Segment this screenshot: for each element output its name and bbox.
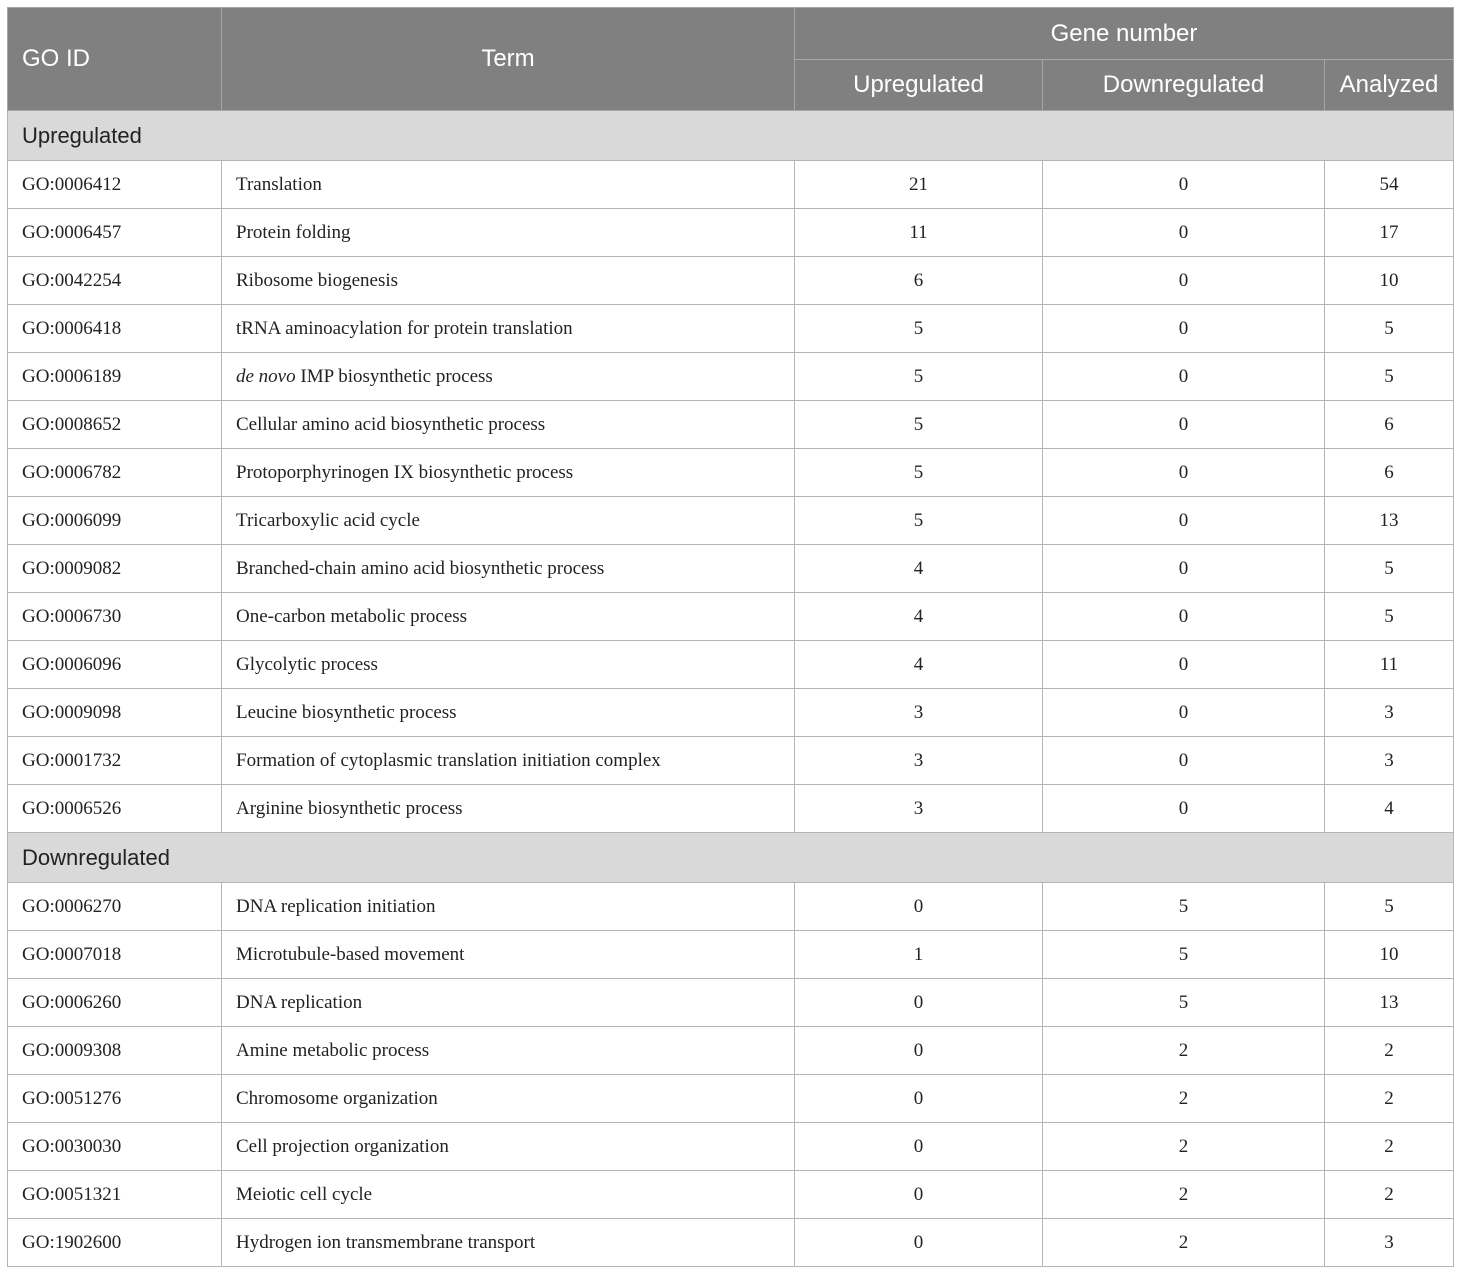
term-cell: Protein folding [222, 209, 795, 257]
header-term: Term [222, 8, 795, 111]
term-cell: DNA replication [222, 979, 795, 1027]
upregulated-count-cell: 4 [795, 641, 1043, 689]
term-cell: Protoporphyrinogen IX biosynthetic process [222, 449, 795, 497]
upregulated-count-cell: 0 [795, 1123, 1043, 1171]
table-row [8, 1075, 1454, 1123]
upregulated-count-cell: 0 [795, 1171, 1043, 1219]
upregulated-count-cell: 1 [795, 931, 1043, 979]
analyzed-count-cell: 2 [1325, 1123, 1454, 1171]
downregulated-count-cell: 0 [1043, 545, 1325, 593]
term-cell: DNA replication initiation [222, 883, 795, 931]
table-row [8, 497, 1454, 545]
table-row [8, 979, 1454, 1027]
table-row [8, 161, 1454, 209]
go-id-cell: GO:0006457 [8, 209, 222, 257]
go-id-cell: GO:0009082 [8, 545, 222, 593]
upregulated-count-cell: 0 [795, 979, 1043, 1027]
analyzed-count-cell: 5 [1325, 305, 1454, 353]
downregulated-count-cell: 5 [1043, 931, 1325, 979]
upregulated-count-cell: 5 [795, 401, 1043, 449]
section-label: Downregulated [8, 833, 1454, 883]
go-id-cell: GO:0051276 [8, 1075, 222, 1123]
go-id-cell: GO:0006730 [8, 593, 222, 641]
analyzed-count-cell: 5 [1325, 593, 1454, 641]
downregulated-count-cell: 0 [1043, 257, 1325, 305]
upregulated-count-cell: 0 [795, 883, 1043, 931]
section-label: Upregulated [8, 111, 1454, 161]
upregulated-count-cell: 5 [795, 353, 1043, 401]
term-text: IMP biosynthetic process [295, 365, 493, 387]
term-cell: Leucine biosynthetic process [222, 689, 795, 737]
downregulated-count-cell: 0 [1043, 689, 1325, 737]
downregulated-count-cell: 5 [1043, 883, 1325, 931]
header-go-id: GO ID [8, 8, 222, 111]
downregulated-count-cell: 0 [1043, 785, 1325, 833]
go-id-cell: GO:0030030 [8, 1123, 222, 1171]
analyzed-count-cell: 11 [1325, 641, 1454, 689]
table-row [8, 883, 1454, 931]
table-row [8, 545, 1454, 593]
section-row [8, 111, 1454, 161]
downregulated-count-cell: 5 [1043, 979, 1325, 1027]
go-id-cell: GO:0006526 [8, 785, 222, 833]
term-cell: Ribosome biogenesis [222, 257, 795, 305]
analyzed-count-cell: 10 [1325, 257, 1454, 305]
table-row [8, 209, 1454, 257]
term-cell: Branched-chain amino acid biosynthetic process [222, 545, 795, 593]
term-cell: Microtubule-based movement [222, 931, 795, 979]
downregulated-count-cell: 0 [1043, 161, 1325, 209]
term-cell: Cellular amino acid biosynthetic process [222, 401, 795, 449]
upregulated-count-cell: 3 [795, 737, 1043, 785]
upregulated-count-cell: 21 [795, 161, 1043, 209]
term-cell: Glycolytic process [222, 641, 795, 689]
analyzed-count-cell: 13 [1325, 497, 1454, 545]
downregulated-count-cell: 2 [1043, 1123, 1325, 1171]
analyzed-count-cell: 2 [1325, 1171, 1454, 1219]
term-cell: Cell projection organization [222, 1123, 795, 1171]
go-id-cell: GO:0042254 [8, 257, 222, 305]
go-enrichment-table [7, 7, 1454, 1267]
table-row [8, 353, 1454, 401]
go-id-cell: GO:0009098 [8, 689, 222, 737]
downregulated-count-cell: 0 [1043, 449, 1325, 497]
table-row [8, 257, 1454, 305]
downregulated-count-cell: 0 [1043, 737, 1325, 785]
go-id-cell: GO:0008652 [8, 401, 222, 449]
go-id-cell: GO:0051321 [8, 1171, 222, 1219]
analyzed-count-cell: 5 [1325, 883, 1454, 931]
upregulated-count-cell: 5 [795, 497, 1043, 545]
table-row [8, 641, 1454, 689]
go-id-cell: GO:0006782 [8, 449, 222, 497]
table-row [8, 931, 1454, 979]
analyzed-count-cell: 3 [1325, 1219, 1454, 1267]
upregulated-count-cell: 3 [795, 785, 1043, 833]
go-id-cell: GO:0006099 [8, 497, 222, 545]
analyzed-count-cell: 5 [1325, 545, 1454, 593]
upregulated-count-cell: 4 [795, 593, 1043, 641]
analyzed-count-cell: 3 [1325, 737, 1454, 785]
analyzed-count-cell: 2 [1325, 1075, 1454, 1123]
term-cell: Arginine biosynthetic process [222, 785, 795, 833]
analyzed-count-cell: 3 [1325, 689, 1454, 737]
table-row [8, 593, 1454, 641]
term-cell: Amine metabolic process [222, 1027, 795, 1075]
go-id-cell: GO:0006270 [8, 883, 222, 931]
go-id-cell: GO:0006412 [8, 161, 222, 209]
table-row [8, 449, 1454, 497]
upregulated-count-cell: 5 [795, 305, 1043, 353]
table-row [8, 1171, 1454, 1219]
analyzed-count-cell: 4 [1325, 785, 1454, 833]
table-row [8, 401, 1454, 449]
section-row [8, 833, 1454, 883]
downregulated-count-cell: 2 [1043, 1219, 1325, 1267]
term-cell [222, 353, 795, 401]
downregulated-count-cell: 2 [1043, 1075, 1325, 1123]
term-cell: Meiotic cell cycle [222, 1171, 795, 1219]
go-id-cell: GO:0006260 [8, 979, 222, 1027]
downregulated-count-cell: 0 [1043, 209, 1325, 257]
analyzed-count-cell: 17 [1325, 209, 1454, 257]
table-row [8, 305, 1454, 353]
term-cell: Formation of cytoplasmic translation initiation complex [222, 737, 795, 785]
analyzed-count-cell: 54 [1325, 161, 1454, 209]
header-upregulated: Upregulated [795, 60, 1043, 111]
term-italic: de novo [236, 365, 296, 387]
upregulated-count-cell: 3 [795, 689, 1043, 737]
term-cell: Tricarboxylic acid cycle [222, 497, 795, 545]
analyzed-count-cell: 5 [1325, 353, 1454, 401]
go-id-cell: GO:0001732 [8, 737, 222, 785]
header-gene-number: Gene number [795, 8, 1454, 60]
upregulated-count-cell: 0 [795, 1219, 1043, 1267]
analyzed-count-cell: 6 [1325, 449, 1454, 497]
upregulated-count-cell: 6 [795, 257, 1043, 305]
upregulated-count-cell: 0 [795, 1027, 1043, 1075]
downregulated-count-cell: 0 [1043, 593, 1325, 641]
downregulated-count-cell: 0 [1043, 401, 1325, 449]
term-cell: Hydrogen ion transmembrane transport [222, 1219, 795, 1267]
table-row [8, 1123, 1454, 1171]
table-row [8, 689, 1454, 737]
go-id-cell: GO:0006418 [8, 305, 222, 353]
downregulated-count-cell: 0 [1043, 305, 1325, 353]
upregulated-count-cell: 4 [795, 545, 1043, 593]
analyzed-count-cell: 13 [1325, 979, 1454, 1027]
go-id-cell: GO:0009308 [8, 1027, 222, 1075]
table-row [8, 785, 1454, 833]
term-cell: tRNA aminoacylation for protein translation [222, 305, 795, 353]
table-row [8, 1219, 1454, 1267]
downregulated-count-cell: 2 [1043, 1027, 1325, 1075]
downregulated-count-cell: 0 [1043, 497, 1325, 545]
upregulated-count-cell: 5 [795, 449, 1043, 497]
table-header [8, 8, 1454, 111]
go-id-cell: GO:0006096 [8, 641, 222, 689]
analyzed-count-cell: 10 [1325, 931, 1454, 979]
table-row [8, 737, 1454, 785]
table-row [8, 1027, 1454, 1075]
term-cell: Translation [222, 161, 795, 209]
upregulated-count-cell: 11 [795, 209, 1043, 257]
upregulated-count-cell: 0 [795, 1075, 1043, 1123]
term-cell: Chromosome organization [222, 1075, 795, 1123]
downregulated-count-cell: 0 [1043, 641, 1325, 689]
go-id-cell: GO:0007018 [8, 931, 222, 979]
table-body [8, 111, 1454, 1267]
term-cell: One-carbon metabolic process [222, 593, 795, 641]
header-downregulated: Downregulated [1043, 60, 1325, 111]
go-id-cell: GO:1902600 [8, 1219, 222, 1267]
downregulated-count-cell: 0 [1043, 353, 1325, 401]
header-analyzed: Analyzed [1325, 60, 1454, 111]
analyzed-count-cell: 2 [1325, 1027, 1454, 1075]
downregulated-count-cell: 2 [1043, 1171, 1325, 1219]
go-id-cell: GO:0006189 [8, 353, 222, 401]
analyzed-count-cell: 6 [1325, 401, 1454, 449]
